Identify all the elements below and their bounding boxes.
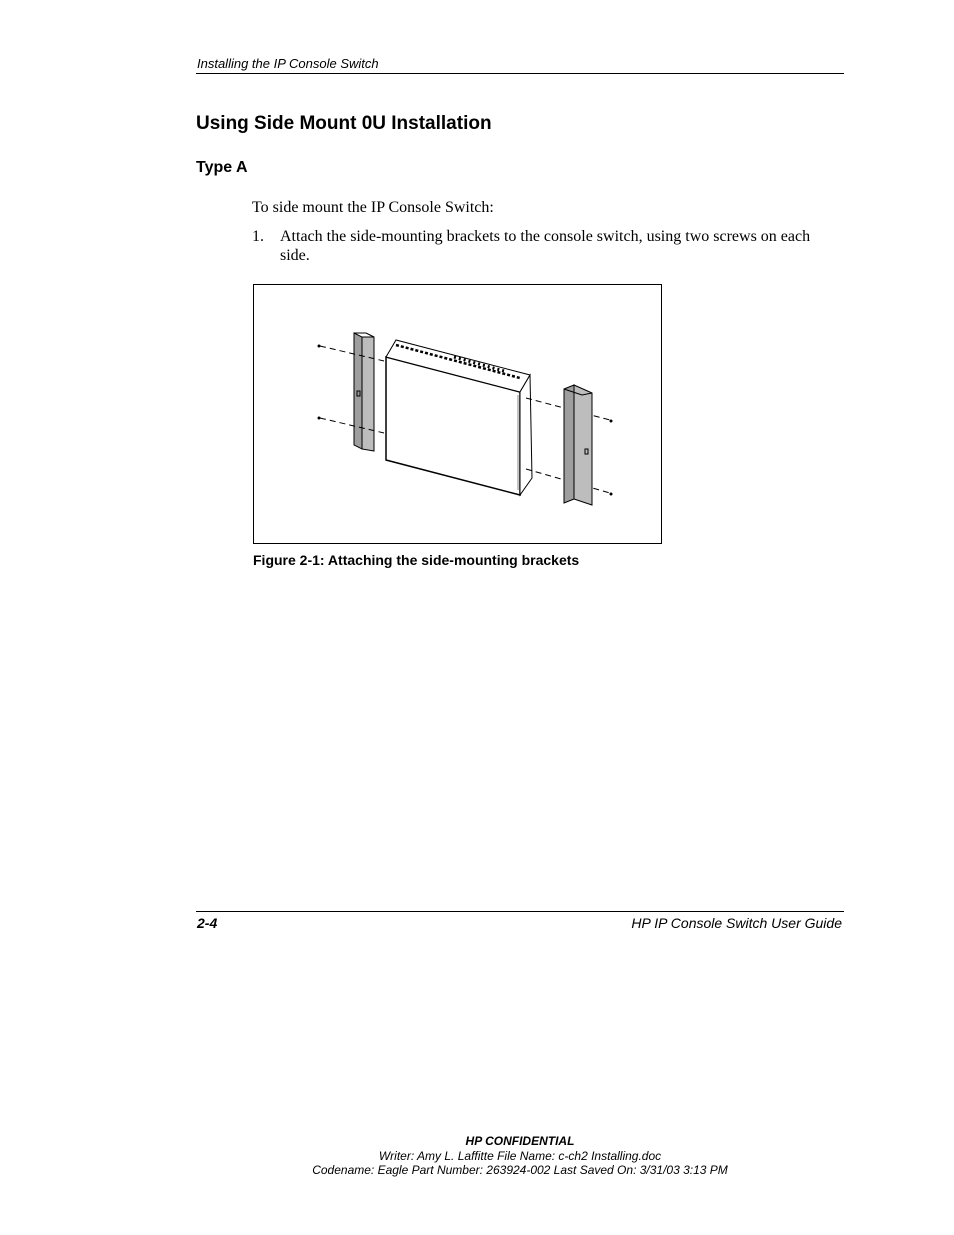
confidential-writer: Writer: Amy L. Laffitte File Name: c-ch2 Installing.doc xyxy=(378,1149,662,1163)
screw-icon xyxy=(318,417,321,420)
header-rule xyxy=(196,73,844,74)
left-bracket xyxy=(354,333,374,451)
step-number: 1. xyxy=(252,228,264,245)
right-bracket xyxy=(564,385,592,505)
screw-icon xyxy=(610,493,613,496)
section-subtitle: Type A xyxy=(196,159,248,176)
intro-paragraph: To side mount the IP Console Switch: xyxy=(252,199,494,216)
console-switch xyxy=(386,340,532,495)
screw-icon xyxy=(610,420,613,423)
screw-icon xyxy=(318,345,321,348)
bracket-illustration xyxy=(254,285,661,543)
step-text: Attach the side-mounting brackets to the console switch, using two screws on each side. xyxy=(280,228,811,264)
page-number: 2-4 xyxy=(197,915,218,931)
figure-frame xyxy=(253,284,662,544)
running-header: Installing the IP Console Switch xyxy=(197,56,379,71)
figure-caption: Figure 2-1: Attaching the side-mounting brackets xyxy=(253,552,580,568)
confidential-codename: Codename: Eagle Part Number: 263924-002 Last Saved On: 3/31/03 3:13 PM xyxy=(312,1163,728,1177)
footer-rule xyxy=(196,911,844,912)
guide-title: HP IP Console Switch User Guide xyxy=(631,915,842,931)
section-title: Using Side Mount 0U Installation xyxy=(196,113,492,134)
confidential-label: HP CONFIDENTIAL xyxy=(465,1134,575,1148)
